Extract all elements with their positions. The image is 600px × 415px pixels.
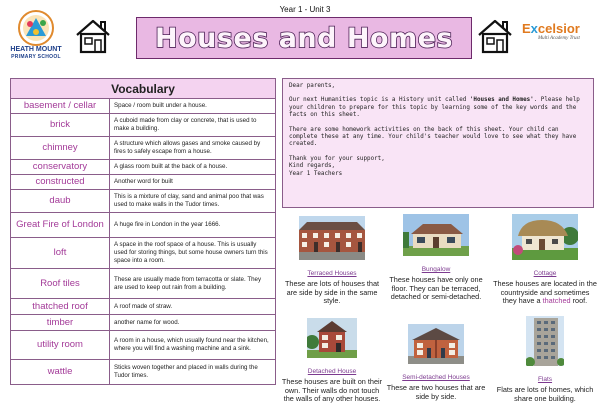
vocabulary-heading: Vocabulary: [11, 79, 275, 99]
terraced-description: These are lots of houses that are side by side in the same style.: [284, 279, 380, 306]
vocab-row: [11, 160, 275, 175]
school-name-line1: HEATH MOUNT: [10, 46, 62, 53]
vocab-row: [11, 114, 275, 137]
terraced-houses-link[interactable]: Terraced Houses: [307, 270, 357, 277]
vocab-term: daub: [11, 190, 110, 212]
letter-greeting: Dear parents,: [289, 83, 336, 89]
vocab-term: wattle: [11, 360, 110, 384]
house-card-detached: [280, 318, 384, 404]
vocab-term: basement / cellar: [11, 99, 110, 113]
semi-detached-houses-link[interactable]: Semi-detached Houses: [402, 374, 470, 381]
title-banner: [136, 17, 472, 59]
vocab-term: brick: [11, 114, 110, 136]
school-logo: [6, 10, 66, 66]
vocab-definition: another name for wood.: [114, 318, 180, 326]
vocab-row: [11, 213, 275, 238]
vocab-definition: Space / room built under a house.: [114, 102, 207, 109]
house-card-cottage: [493, 214, 597, 306]
bungalow-link[interactable]: Bungalow: [421, 266, 451, 273]
flats-link[interactable]: Flats: [537, 376, 553, 383]
cottage-link[interactable]: Cottage: [533, 270, 557, 277]
cottage-description: These houses are located in the countryside and sometimes they have a thatched roof.: [493, 279, 597, 306]
semi-detached-description: These are two houses that are side by side.: [386, 383, 486, 401]
vocab-term: Roof tiles: [11, 269, 110, 298]
vocab-definition: These are usually made from terracotta or slate. They are used to keep out rain from a building.: [114, 275, 262, 291]
cottage-photo: [512, 214, 578, 260]
vocab-term: utility room: [11, 331, 110, 359]
vocab-definition: This is a mixture of clay, sand and animal poo that was used to make walls in the Tudor times.: [114, 193, 264, 208]
vocab-definition: A roof made of straw.: [114, 302, 173, 310]
flats-photo: [526, 316, 564, 366]
trust-logo: [522, 22, 596, 52]
vocab-row: [11, 175, 275, 190]
vocab-row: [11, 315, 275, 331]
vocab-definition: A glass room built at the back of a house.: [114, 163, 228, 170]
school-name-line2: PRIMARY SCHOOL: [11, 54, 61, 60]
house-card-flats: [493, 316, 597, 403]
terraced-houses-photo: [299, 216, 365, 260]
vocab-row: [11, 99, 275, 114]
vocab-definition: Another word for built: [114, 178, 173, 185]
vocab-row: [11, 360, 275, 384]
unit-subtitle: Year 1 - Unit 3: [279, 5, 331, 14]
house-card-semi-detached: [384, 324, 488, 401]
house-outline-icon-left: [74, 18, 112, 58]
bungalow-photo: [403, 214, 469, 256]
trust-tagline: Multi Academy Trust: [538, 36, 580, 41]
vocab-row: [11, 331, 275, 360]
vocab-term: conservatory: [11, 160, 110, 174]
vocabulary-table: [10, 78, 276, 385]
vocab-definition: A room in a house, which usually found near the kitchen, where you will find a washing machine and a sink.: [114, 337, 269, 352]
vocab-definition: A space in the roof space of a house. This is usually used for storing things, but some house owners turn this space into a room.: [114, 241, 268, 264]
trust-name: Excelsior: [522, 21, 580, 36]
vocab-definition: A cuboid made from clay or concrete, that is used to make a building.: [114, 117, 257, 132]
house-card-terraced: [280, 216, 384, 306]
vocab-term: Great Fire of London: [11, 213, 110, 237]
letter-paragraph-1: Our next Humanities topic is a History unit called 'Houses and Homes'. Please help your children to prepare for this topic by learning some of the key words and the facts on this sheet.: [289, 97, 580, 119]
vocab-definition: A huge fire in London in the year 1666.: [114, 221, 221, 228]
page-title: Houses and Homes: [154, 22, 454, 54]
vocab-term: constructed: [11, 175, 110, 189]
vocab-row: [11, 269, 275, 299]
letter-closing: Thank you for your support, Kind regards, Year 1 Teachers: [289, 155, 385, 177]
vocab-term: loft: [11, 238, 110, 268]
vocab-term: thatched roof: [11, 299, 110, 314]
vocab-row: [11, 238, 275, 269]
vocab-term: chimney: [11, 137, 110, 159]
letter-paragraph-2: There are some homework activities on the back of this sheet. Your child can complete these at any time. Your child's teacher would love to see what they have created.: [289, 126, 577, 148]
vocab-term: timber: [11, 315, 110, 330]
flats-description: Flats are lots of homes, which share one building.: [496, 385, 594, 403]
vocab-row: [11, 299, 275, 315]
bungalow-description: These houses have only one floor. They can be terraced, detached or semi-detached.: [389, 275, 483, 302]
vocab-row: [11, 190, 275, 213]
vocab-row: [11, 137, 275, 160]
detached-house-link[interactable]: Detached House: [307, 368, 357, 375]
parent-letter: [282, 78, 594, 208]
semi-detached-houses-photo: [408, 324, 464, 364]
detached-house-photo: [307, 318, 357, 358]
vocab-definition: Sticks woven together and placed in walls during the Tudor times.: [114, 364, 258, 379]
school-crest-icon: [16, 10, 56, 46]
house-card-bungalow: [384, 214, 488, 302]
detached-description: These houses are built on their own. Their walls do not touch the walls of any other houses.: [281, 377, 383, 404]
house-outline-icon-right: [476, 18, 514, 58]
vocab-definition: A structure which allows gases and smoke caused by fires to safely escape from a house.: [114, 140, 261, 155]
